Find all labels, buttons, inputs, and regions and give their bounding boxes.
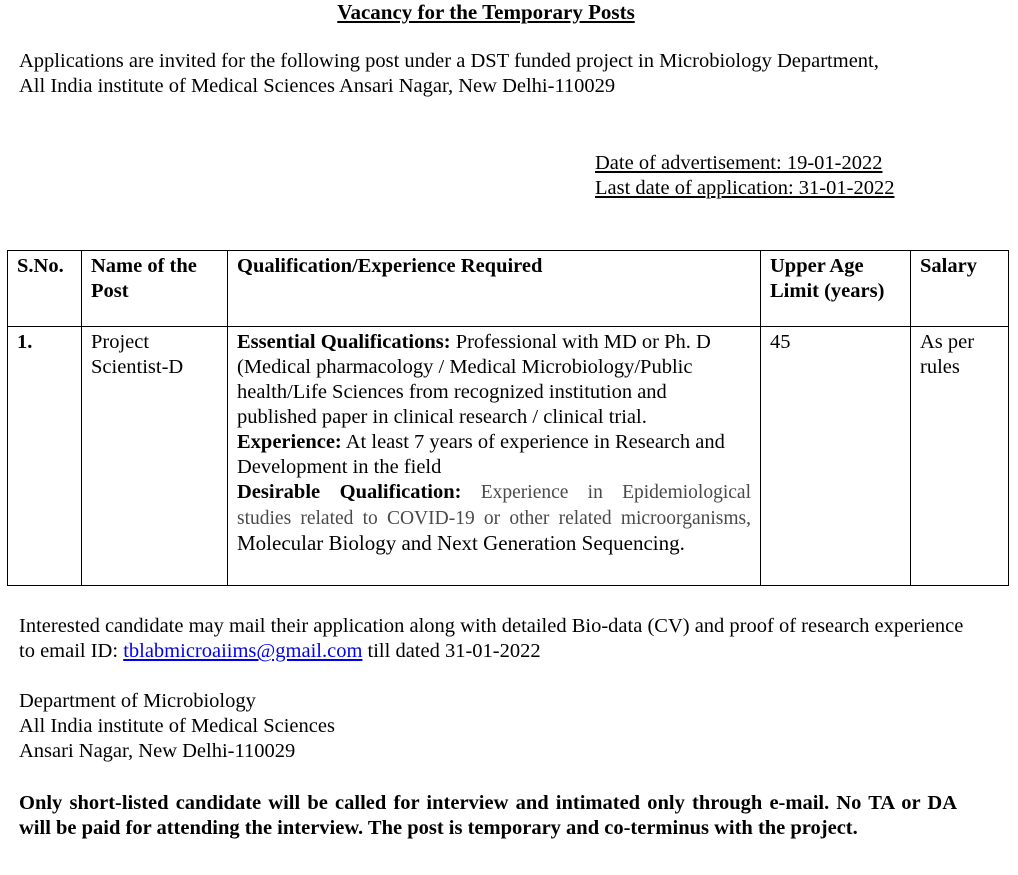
header-qualification: Qualification/Experience Required — [228, 251, 761, 327]
intro-line-2: All India institute of Medical Sciences Ansari Nagar, New Delhi-110029 — [19, 75, 616, 97]
vacancy-table — [7, 250, 1009, 586]
essential-text: Professional with MD or Ph. D (Medical pharmacology / Medical Microbiology/Public health/Life Sciences from recognized institution and published paper in clinical research / clinical trial. — [237, 331, 711, 428]
cell-qualification — [228, 327, 761, 586]
instructions-deadline: till dated 31-01-2022 — [362, 640, 541, 662]
notice-paragraph: Only short-listed candidate will be called for interview and intimated only through e-mail. No TA or DA will be paid for attending the interview. The post is temporary and co-terminus with the project. — [19, 792, 957, 839]
experience-label: Experience: — [237, 431, 342, 453]
desirable-text-b: Molecular Biology and Next Generation Sequencing. — [237, 531, 685, 555]
header-age-limit: Upper Age Limit (years) — [761, 251, 911, 327]
experience-text: At least 7 years of experience in Research and Development in the field — [237, 431, 725, 478]
email-link[interactable]: tblabmicroaiims@gmail.com — [123, 640, 363, 662]
last-application-date: Last date of application: 31-01-2022 — [595, 177, 895, 199]
cell-sno: 1. — [8, 327, 82, 586]
experience — [237, 430, 751, 480]
essential-qualification — [237, 330, 751, 430]
advertisement-date: Date of advertisement: 19-01-2022 — [595, 152, 883, 174]
intro-line-1: Applications are invited for the following post under a DST funded project in Microbiology Department, — [19, 50, 879, 72]
table-header-row — [8, 251, 1009, 327]
header-post-name: Name of the Post — [82, 251, 228, 327]
page-title: Vacancy for the Temporary Posts — [337, 0, 635, 24]
address-line-3: Ansari Nagar, New Delhi-110029 — [19, 740, 296, 762]
dates-block — [595, 151, 894, 201]
desirable-qualification — [237, 480, 751, 557]
cell-salary: As per rules — [911, 327, 1009, 586]
application-instructions — [19, 614, 979, 664]
essential-label: Essential Qualifications: — [237, 331, 451, 353]
cell-age-limit: 45 — [761, 327, 911, 586]
intro-paragraph — [19, 49, 979, 99]
header-salary: Salary — [911, 251, 1009, 327]
header-sno: S.No. — [8, 251, 82, 327]
address-block — [19, 689, 335, 764]
table-row — [8, 327, 1009, 586]
desirable-text-a: Experience in Epidemiological studies related to COVID-19 or other related microorganisms, — [237, 482, 751, 529]
address-line-2: All India institute of Medical Sciences — [19, 715, 335, 737]
desirable-label: Desirable Qualification: — [237, 481, 462, 503]
cell-post-name: Project Scientist-D — [82, 327, 228, 586]
address-line-1: Department of Microbiology — [19, 690, 256, 712]
instructions-text: Interested candidate may mail their application along with detailed Bio-data (CV) and proof of research experience to email ID: — [19, 615, 964, 662]
